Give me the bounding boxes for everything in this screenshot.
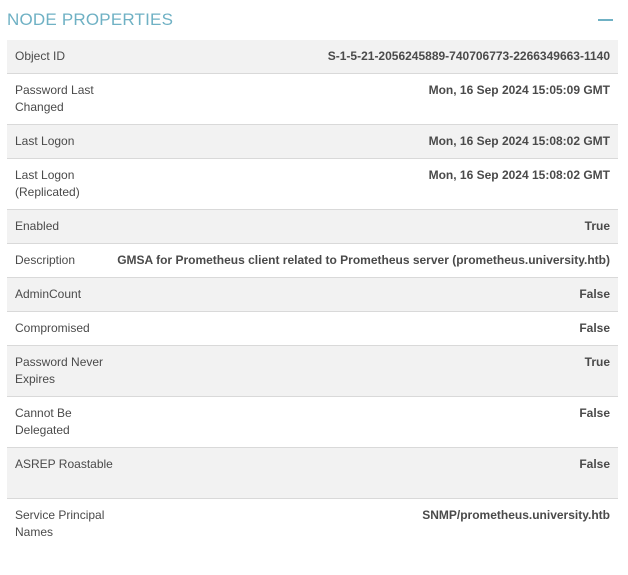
panel-title: NODE PROPERTIES	[7, 10, 174, 29]
property-row-compromised	[7, 312, 618, 346]
property-value: GMSA for Prometheus client related to Prometheus server (prometheus.university.htb)	[117, 253, 610, 267]
property-value: Mon, 16 Sep 2024 15:08:02 GMT	[428, 134, 610, 148]
property-row-password-never-expires	[7, 346, 618, 397]
property-row-object-id	[7, 40, 618, 74]
panel-header[interactable]	[0, 0, 628, 40]
property-value: SNMP/prometheus.university.htb	[422, 508, 610, 522]
property-value: True	[584, 355, 610, 369]
property-label: AdminCount	[15, 287, 82, 301]
property-label: Last Logon (Replicated)	[15, 168, 80, 199]
property-label: Description	[15, 253, 76, 267]
property-label: Compromised	[15, 321, 90, 335]
property-row-enabled	[7, 210, 618, 244]
property-label: Password Never Expires	[15, 355, 104, 386]
property-label: Last Logon	[15, 134, 75, 148]
property-value: S-1-5-21-2056245889-740706773-2266349663-1140	[327, 49, 610, 63]
property-row-description	[7, 244, 618, 278]
property-row-password-last-changed	[7, 74, 618, 125]
property-value: False	[579, 457, 610, 471]
property-value: True	[584, 219, 610, 233]
property-row-admincount	[7, 278, 618, 312]
property-value: False	[579, 287, 610, 301]
property-row-last-logon-replicated	[7, 159, 618, 210]
property-label: Password Last Changed	[15, 83, 94, 114]
property-label: Enabled	[15, 219, 60, 233]
property-value: False	[579, 406, 610, 420]
property-row-cannot-be-delegated	[7, 397, 618, 448]
property-value: False	[579, 321, 610, 335]
property-label: Cannot Be Delegated	[15, 406, 72, 437]
properties-table	[7, 40, 618, 566]
minus-icon[interactable]	[598, 10, 614, 28]
property-row-asrep-roastable	[7, 448, 618, 499]
property-label: Service Principal Names	[15, 508, 105, 539]
property-row-service-principal-names	[7, 499, 618, 566]
property-value: Mon, 16 Sep 2024 15:08:02 GMT	[428, 168, 610, 182]
property-value: Mon, 16 Sep 2024 15:05:09 GMT	[428, 83, 610, 97]
property-label: ASREP Roastable	[15, 457, 113, 471]
property-label: Object ID	[15, 49, 66, 63]
property-row-last-logon	[7, 125, 618, 159]
